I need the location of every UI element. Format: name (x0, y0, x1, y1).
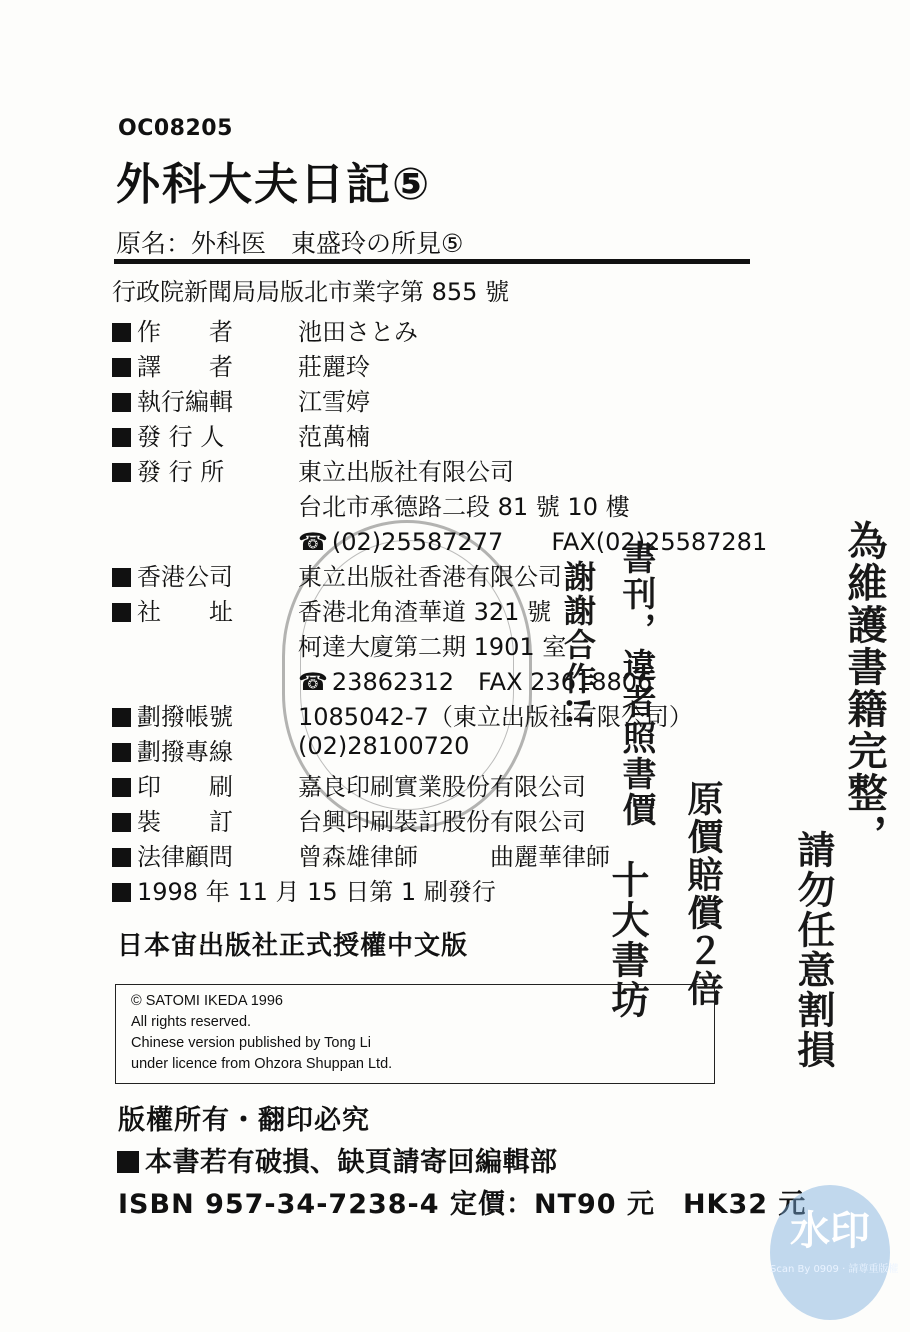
credit-label: 劃撥帳號 (137, 703, 233, 731)
credit-label: 發 行 人 (137, 423, 225, 451)
credit-row-editor (112, 382, 772, 417)
credit-row-hk-address (112, 592, 772, 627)
credit-row-edition (112, 872, 772, 907)
watermark-text: 水印 (790, 1208, 870, 1254)
credit-value: 莊麗玲 (298, 353, 370, 381)
bullet-square-icon (112, 463, 131, 482)
damage-notice (117, 1140, 558, 1179)
bullet-square-icon (112, 323, 131, 342)
bullet-square-icon (112, 883, 131, 902)
credit-value: 嘉良印刷實業股份有限公司 (298, 773, 586, 801)
watermark-subtext: Scan By 0909 · 請尊重版權 (770, 1264, 899, 1275)
stamp-column: 為維護書籍完整， (841, 520, 888, 856)
credit-row-translator (112, 347, 772, 382)
credit-label: 劃撥專線 (137, 738, 233, 766)
divider (114, 259, 750, 264)
registration-number: 行政院新聞局局版北市業字第 855 號 (112, 278, 510, 306)
credit-value: 23862312 FAX 23618806 (331, 668, 653, 696)
watermark-logo (770, 1185, 899, 1320)
credit-row-printing (112, 767, 772, 802)
credit-label: 社 址 (137, 598, 233, 626)
bullet-square-icon (112, 358, 131, 377)
credit-label: 譯 者 (137, 353, 233, 381)
credit-value: 台北市承德路二段 81 號 10 樓 (298, 493, 630, 521)
copyright-box (115, 984, 715, 1084)
bullet-square-icon (112, 848, 131, 867)
rights-reserved: 版權所有・翻印必究 (118, 1105, 370, 1136)
bullet-square-icon (112, 603, 131, 622)
notice-text: 本書若有破損、缺頁請寄回編輯部 (145, 1147, 558, 1178)
edition-date: 1998 年 11 月 15 日第 1 刷發行 (137, 878, 496, 906)
credit-value: 東立出版社有限公司 (298, 458, 514, 486)
copyright-line: © SATOMI IKEDA 1996 (131, 993, 283, 1009)
copyright-line: All rights reserved. (131, 1014, 252, 1030)
authorization-line: 日本宙出版社正式授權中文版 (117, 931, 469, 961)
bullet-square-icon (117, 1151, 139, 1173)
bullet-square-icon (112, 708, 131, 727)
credit-value: 池田さとみ (298, 318, 418, 346)
credit-row-hk-address-2 (112, 627, 772, 662)
bullet-square-icon (112, 778, 131, 797)
phone-icon: ☎ (298, 528, 328, 556)
credit-row-address (112, 487, 772, 522)
credit-label: 作 者 (137, 318, 233, 346)
credit-value: (02)28100720 (298, 732, 470, 760)
credit-value: 江雪婷 (298, 388, 370, 416)
credit-row-publishing-house (112, 452, 772, 487)
credit-label: 香港公司 (137, 563, 233, 591)
bullet-square-icon (112, 743, 131, 762)
credit-label: 執行編輯 (137, 388, 233, 416)
stamp-column: 書刊，違者照書價 (616, 540, 656, 828)
credit-label: 法律顧問 (137, 843, 233, 871)
credit-label: 裝 訂 (137, 808, 233, 836)
credit-value: 柯達大廈第二期 1901 室 (298, 633, 567, 661)
credit-value: 香港北角渣華道 321 號 (298, 598, 552, 626)
credit-row-giro-line (112, 732, 772, 767)
credit-value: 曾森雄律師 曲麗華律師 (298, 843, 610, 871)
credit-label: 印 刷 (137, 773, 233, 801)
credit-value: (02)25587277 FAX(02)25587281 (331, 528, 768, 556)
credit-row-hk-company (112, 557, 772, 592)
credit-row-binding (112, 802, 772, 837)
book-title: 外科大夫日記⑤ (116, 159, 432, 210)
isbn-price: ISBN 957-34-7238-4 定價：NT90 元 HK32 元 (118, 1189, 807, 1220)
catalog-code: OC08205 (118, 116, 233, 141)
credit-row-phone (112, 522, 772, 557)
stamp-column: 原價賠償２倍 (682, 780, 724, 1008)
bullet-square-icon (112, 428, 131, 447)
credit-value: 東立出版社香港有限公司 (298, 563, 562, 591)
credit-value: 1085042-7（東立出版社有限公司） (298, 703, 693, 731)
phone-icon: ☎ (298, 668, 328, 696)
credit-row-hk-phone (112, 662, 772, 697)
credits-list (112, 312, 772, 907)
stamp-column: 十大書坊 (605, 860, 650, 1020)
credit-row-author (112, 312, 772, 347)
credit-label: 發 行 所 (137, 458, 225, 486)
credit-row-giro-account (112, 697, 772, 732)
credit-row-legal (112, 837, 772, 872)
bullet-square-icon (112, 568, 131, 587)
copyright-line: Chinese version published by Tong Li (131, 1035, 371, 1051)
credit-row-publisher (112, 417, 772, 452)
credit-value: 台興印刷裝訂股份有限公司 (298, 808, 586, 836)
stamp-column: 謝謝合作!! (559, 560, 597, 729)
copyright-line: under licence from Ohzora Shuppan Ltd. (131, 1056, 393, 1072)
credit-value: 范萬楠 (298, 423, 370, 451)
bullet-square-icon (112, 393, 131, 412)
original-title: 原名：外科医 東盛玲の所見⑤ (116, 229, 464, 258)
bullet-square-icon (112, 813, 131, 832)
stamp-column: 請勿任意割損 (791, 830, 836, 1070)
